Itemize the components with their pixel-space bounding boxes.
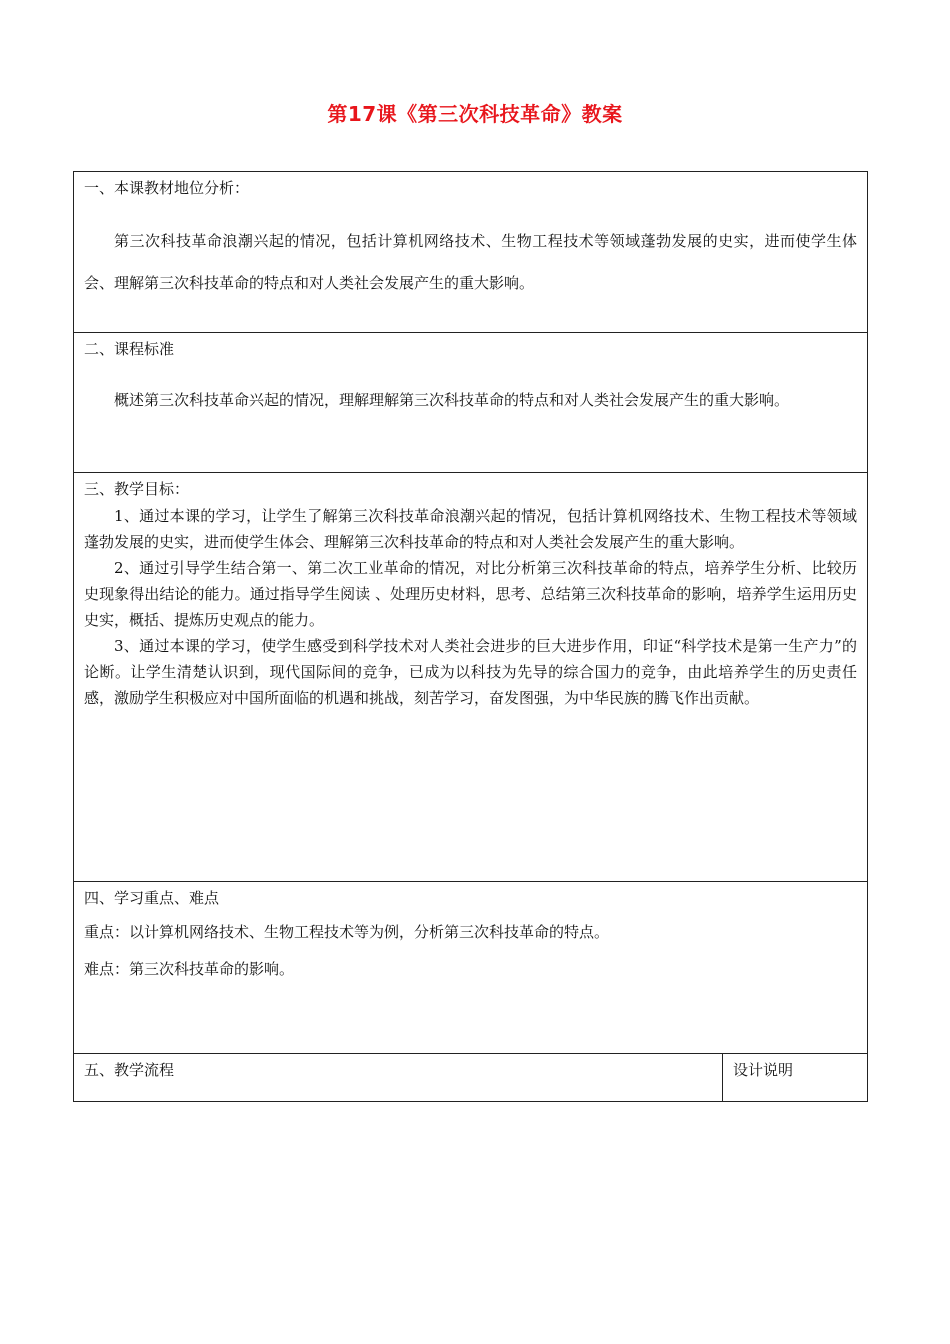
- key-point-text: 重点：以计算机网络技术、生物工程技术等为例，分析第三次科技革命的特点。: [84, 923, 610, 941]
- design-note-heading: 设计说明: [733, 1061, 794, 1079]
- section-goals-row: [74, 473, 868, 882]
- section-analysis-cell: [74, 172, 868, 333]
- section-analysis-body: 第三次科技革命浪潮兴起的情况，包括计算机网络技术、生物工程技术等领域蓬勃发展的史实，进而使学生体会、理解第三次科技革命的特点和对人类社会发展产生的重大影响。: [84, 232, 858, 292]
- goal-item-1: 1、通过本课的学习，让学生了解第三次科技革命浪潮兴起的情况，包括计算机网络技术、生物工程技术等领域蓬勃发展的史实，进而使学生体会、理解第三次科技革命的特点和对人类社会发展产生的重大影响。: [84, 507, 858, 551]
- section-analysis-heading: 一、本课教材地位分析：: [84, 179, 250, 197]
- page-title: 第17课《第三次科技革命》教案: [327, 102, 623, 126]
- section-process-row: [74, 1054, 868, 1102]
- goal-item-2: 2、通过引导学生结合第一、第二次工业革命的情况，对比分析第三次科技革命的特点，培养学生分析、比较历史现象得出结论的能力。通过指导学生阅读 、处理历史材料，思考、总结第三次科技革命的影响，培养学生运用历史史实，概括、提炼历史观点的能力。: [84, 559, 858, 629]
- section-keypoints-row: [74, 882, 868, 1054]
- section-analysis-row: [74, 172, 868, 333]
- section-keypoints-cell: [74, 882, 868, 1054]
- section-keypoints-heading: 四、学习重点、难点: [84, 889, 220, 907]
- section-goals-heading: 三、教学目标：: [84, 480, 190, 498]
- section-process-cell: [74, 1054, 723, 1102]
- section-standard-body: 概述第三次科技革命兴起的情况，理解理解第三次科技革命的特点和对人类社会发展产生的重大影响。: [114, 391, 790, 409]
- section-standard-cell: [74, 333, 868, 473]
- section-process-heading: 五、教学流程: [84, 1061, 175, 1079]
- design-note-cell: [723, 1054, 868, 1102]
- lesson-plan-table: [73, 171, 868, 1102]
- section-standard-row: [74, 333, 868, 473]
- goal-item-3: 3、通过本课的学习，使学生感受到科学技术对人类社会进步的巨大进步作用，印证“科学技术是第一生产力”的论断。让学生清楚认识到，现代国际间的竞争，已成为以科技为先导的综合国力的竞争，由此培养学生的历史责任感，激励学生积极应对中国所面临的机遇和挑战，刻苦学习，奋发图强，为中华民族的腾飞作出贡献。: [84, 637, 858, 707]
- section-standard-heading: 二、课程标准: [84, 340, 175, 358]
- difficult-point-text: 难点：第三次科技革命的影响。: [84, 960, 295, 978]
- section-goals-cell: [74, 473, 868, 882]
